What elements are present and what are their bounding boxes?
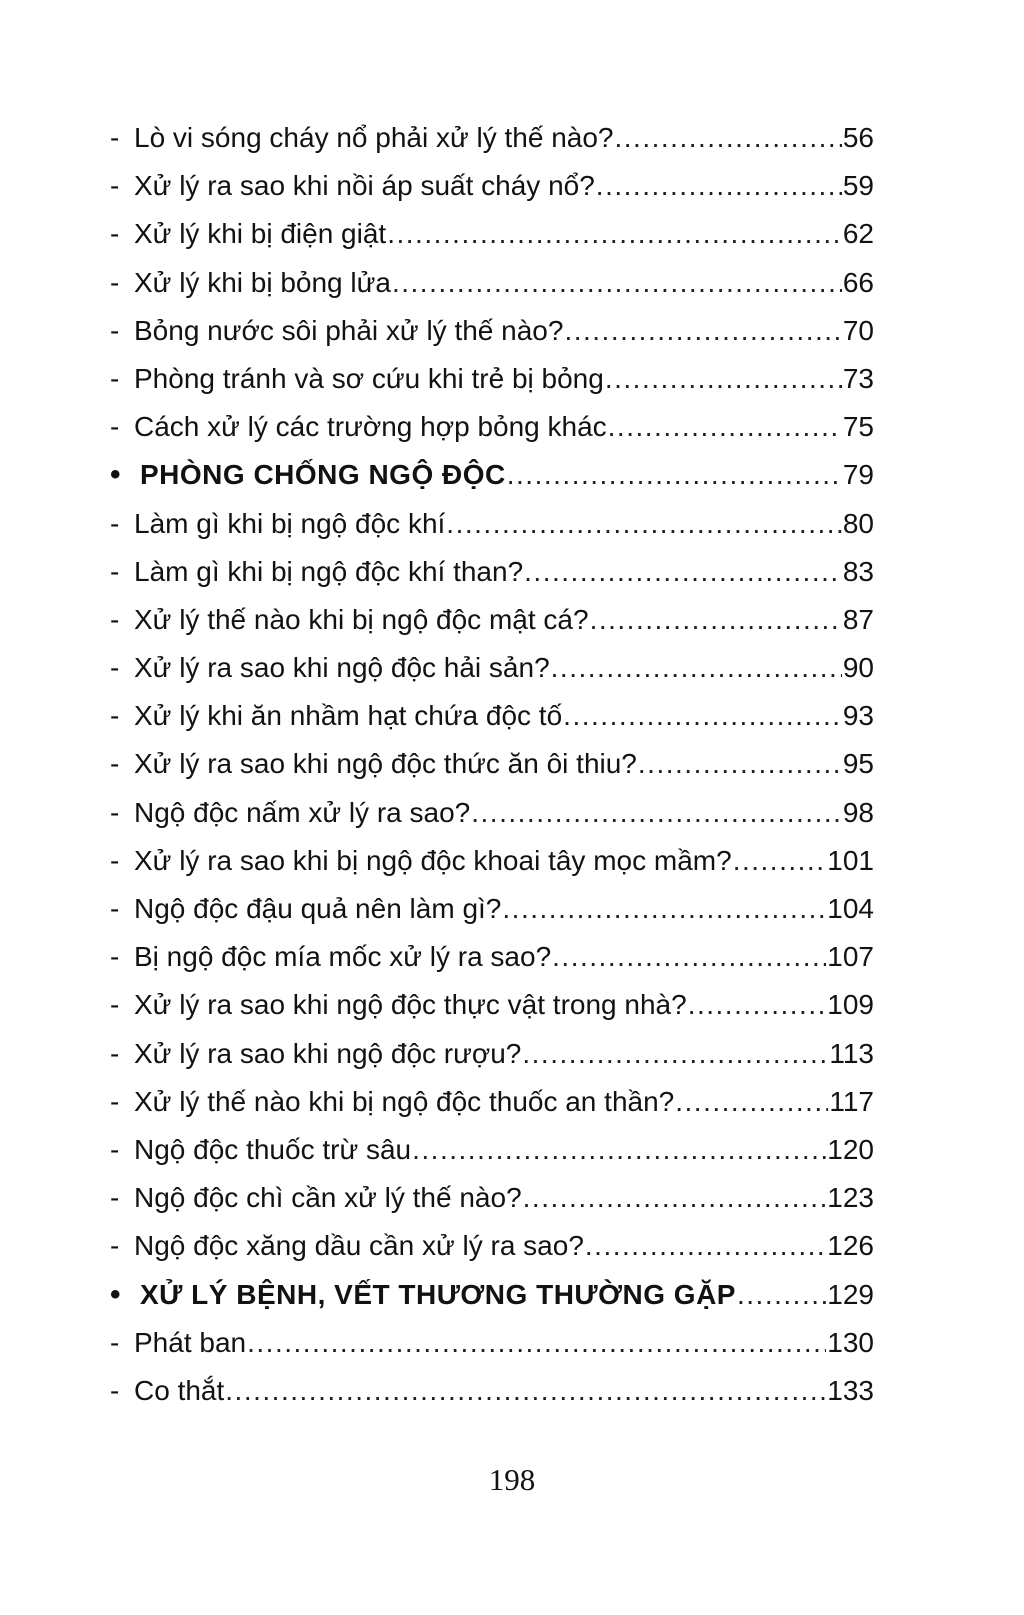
dot-leader <box>675 1078 828 1126</box>
entry-page-number: 109 <box>827 989 874 1021</box>
toc-entry <box>110 210 874 258</box>
entry-page-number: 117 <box>829 1085 874 1117</box>
entry-page-number: 79 <box>842 459 874 491</box>
entry-title: Cách xử lý các trường hợp bỏng khác <box>134 411 607 443</box>
entry-bullet: - <box>110 411 120 443</box>
entry-title: Ngộ độc thuốc trừ sâu <box>134 1133 412 1165</box>
dot-leader <box>471 789 842 837</box>
toc-entry <box>110 789 874 837</box>
toc-entry <box>110 1271 874 1319</box>
entry-page-number: 104 <box>827 893 874 924</box>
entry-title: Ngộ độc xăng dầu cần xử lý ra sao? <box>134 1230 584 1262</box>
entry-bullet: • <box>110 1277 122 1311</box>
dot-leader <box>446 500 842 548</box>
dot-leader <box>585 1222 826 1270</box>
toc-list <box>110 114 874 1415</box>
entry-page-number: 107 <box>827 941 874 973</box>
entry-page-number: 120 <box>827 1133 874 1165</box>
entry-page-number: 62 <box>842 218 874 250</box>
toc-entry <box>110 1367 874 1415</box>
toc-entry <box>110 1222 874 1270</box>
toc-entry <box>110 548 874 596</box>
entry-page-number: 126 <box>827 1230 874 1262</box>
entry-bullet: - <box>110 700 120 732</box>
page-number: 198 <box>488 1462 536 1497</box>
entry-page-number: 56 <box>842 122 874 153</box>
entry-page-number: 133 <box>827 1374 874 1406</box>
toc-entry <box>110 1078 874 1126</box>
dot-leader <box>605 355 842 403</box>
entry-bullet: • <box>110 458 122 492</box>
entry-page-number: 75 <box>842 411 874 443</box>
dot-leader <box>563 692 842 740</box>
entry-page-number: 113 <box>829 1037 874 1069</box>
entry-page-number: 98 <box>842 796 874 828</box>
entry-bullet: - <box>110 122 120 153</box>
toc-entry <box>110 403 874 451</box>
entry-bullet: - <box>110 170 120 202</box>
dot-leader <box>387 210 842 258</box>
dot-leader <box>608 403 842 451</box>
toc-entry <box>110 307 874 355</box>
toc-entry <box>110 162 874 210</box>
entry-bullet: - <box>110 844 120 876</box>
entry-title: Xử lý thế nào khi bị ngộ độc thuốc an thần? <box>134 1085 675 1117</box>
entry-page-number: 87 <box>842 603 874 635</box>
toc-entry <box>110 1030 874 1078</box>
entry-bullet: - <box>110 796 120 828</box>
entry-page-number: 59 <box>842 170 874 202</box>
toc-entry <box>110 596 874 644</box>
entry-bullet: - <box>110 1085 120 1117</box>
entry-bullet: - <box>110 989 120 1021</box>
entry-bullet: - <box>110 1230 120 1262</box>
entry-page-number: 93 <box>842 700 874 732</box>
toc-entry <box>110 837 874 885</box>
entry-bullet: - <box>110 1326 120 1358</box>
dot-leader <box>615 114 842 162</box>
entry-title: Xử lý thế nào khi bị ngộ độc mật cá? <box>134 603 589 635</box>
entry-title: PHÒNG CHỐNG NGỘ ĐỘC <box>140 459 506 491</box>
dot-leader <box>392 259 842 307</box>
toc-entry <box>110 981 874 1029</box>
entry-title: Bỏng nước sôi phải xử lý thế nào? <box>134 314 564 346</box>
entry-bullet: - <box>110 218 120 250</box>
entry-title: Xử lý khi bị bỏng lửa <box>134 266 391 298</box>
dot-leader <box>733 837 827 885</box>
entry-title: Xử lý khi bị điện giật <box>134 218 387 250</box>
entry-title: Ngộ độc chì cần xử lý thế nào? <box>134 1182 522 1214</box>
entry-title: Xử lý ra sao khi ngộ độc hải sản? <box>134 652 550 684</box>
toc-entry <box>110 1174 874 1222</box>
dot-leader <box>552 933 826 981</box>
toc-entry <box>110 644 874 692</box>
entry-bullet: - <box>110 652 120 684</box>
entry-title: Xử lý ra sao khi ngộ độc thức ăn ôi thiu? <box>134 748 637 780</box>
entry-title: Làm gì khi bị ngộ độc khí <box>134 507 446 539</box>
toc-entry <box>110 259 874 307</box>
entry-page-number: 70 <box>842 314 874 346</box>
toc-entry <box>110 933 874 981</box>
entry-bullet: - <box>110 1182 120 1214</box>
toc-entry <box>110 692 874 740</box>
toc-entry <box>110 1319 874 1367</box>
entry-title: Xử lý ra sao khi nồi áp suất cháy nổ? <box>134 170 595 202</box>
dot-leader <box>688 981 827 1029</box>
dot-leader <box>564 307 841 355</box>
dot-leader <box>737 1271 826 1319</box>
dot-leader <box>590 596 842 644</box>
entry-title: Xử lý ra sao khi ngộ độc thực vật trong nhà? <box>134 989 687 1021</box>
entry-bullet: - <box>110 941 120 973</box>
entry-title: Co thắt <box>134 1374 225 1406</box>
entry-title: Bị ngộ độc mía mốc xử lý ra sao? <box>134 941 552 973</box>
dot-leader <box>551 644 842 692</box>
entry-bullet: - <box>110 893 120 924</box>
entry-page-number: 73 <box>842 362 874 394</box>
entry-bullet: - <box>110 748 120 780</box>
entry-bullet: - <box>110 266 120 298</box>
entry-bullet: - <box>110 314 120 346</box>
dot-leader <box>523 1174 827 1222</box>
entry-title: Xử lý ra sao khi ngộ độc rượu? <box>134 1037 522 1069</box>
toc-entry <box>110 740 874 788</box>
dot-leader <box>412 1126 826 1174</box>
entry-bullet: - <box>110 603 120 635</box>
entry-bullet: - <box>110 362 120 394</box>
dot-leader <box>524 548 842 596</box>
entry-title: XỬ LÝ BỆNH, VẾT THƯƠNG THƯỜNG GẶP <box>140 1278 736 1310</box>
entry-title: Xử lý khi ăn nhầm hạt chứa độc tố <box>134 700 563 732</box>
entry-page-number: 123 <box>827 1182 874 1214</box>
toc-entry <box>110 885 874 933</box>
dot-leader <box>247 1319 826 1367</box>
entry-page-number: 90 <box>842 652 874 684</box>
entry-title: Ngộ độc nấm xử lý ra sao? <box>134 796 471 828</box>
toc-entry <box>110 1126 874 1174</box>
dot-leader <box>638 740 842 788</box>
toc-entry <box>110 114 874 162</box>
dot-leader <box>507 451 842 499</box>
entry-page-number: 101 <box>827 844 874 876</box>
entry-title: Phòng tránh và sơ cứu khi trẻ bị bỏng <box>134 362 604 394</box>
entry-page-number: 129 <box>827 1278 874 1310</box>
entry-page-number: 80 <box>842 507 874 539</box>
entry-page-number: 66 <box>842 266 874 298</box>
entry-bullet: - <box>110 507 120 539</box>
entry-title: Lò vi sóng cháy nổ phải xử lý thế nào? <box>134 122 614 153</box>
entry-title: Xử lý ra sao khi bị ngộ độc khoai tây mọc mầm? <box>134 844 732 876</box>
dot-leader <box>522 1030 828 1078</box>
entry-bullet: - <box>110 1374 120 1406</box>
toc-entry <box>110 500 874 548</box>
toc-entry <box>110 451 874 499</box>
entry-bullet: - <box>110 1133 120 1165</box>
entry-page-number: 83 <box>842 555 874 587</box>
toc-entry <box>110 355 874 403</box>
entry-bullet: - <box>110 1037 120 1069</box>
entry-page-number: 130 <box>827 1326 874 1358</box>
entry-page-number: 95 <box>842 748 874 780</box>
entry-title: Phát ban <box>134 1326 247 1358</box>
dot-leader <box>502 885 826 933</box>
dot-leader <box>225 1367 826 1415</box>
entry-title: Làm gì khi bị ngộ độc khí than? <box>134 555 524 587</box>
entry-bullet: - <box>110 555 120 587</box>
entry-title: Ngộ độc đậu quả nên làm gì? <box>134 893 502 924</box>
dot-leader <box>596 162 842 210</box>
